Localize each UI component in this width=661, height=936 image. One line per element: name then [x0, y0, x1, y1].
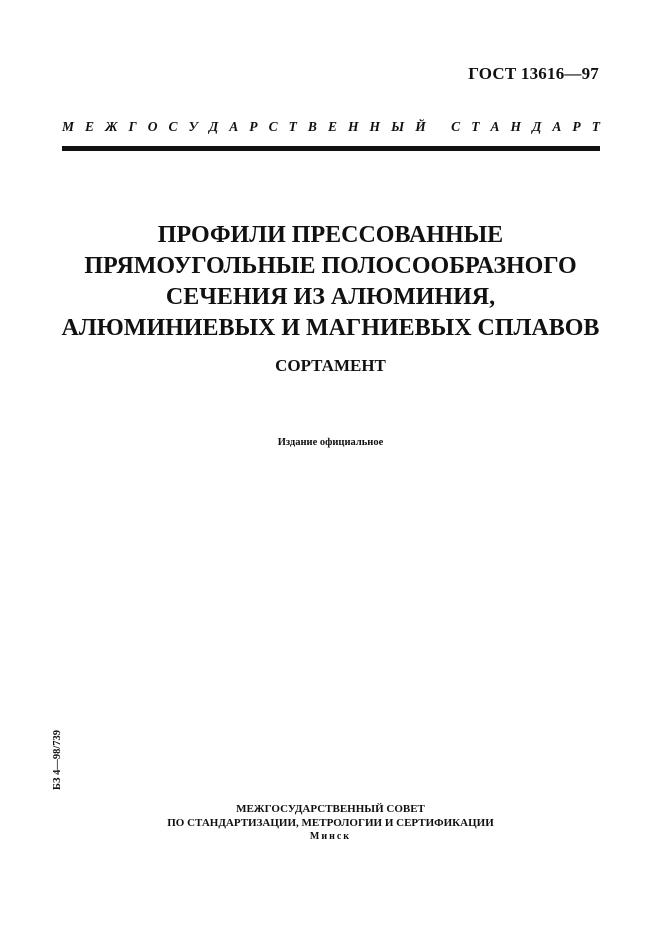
title-line-2: ПРЯМОУГОЛЬНЫЕ ПОЛОСООБРАЗНОГО	[84, 253, 577, 279]
standard-type-letter: О	[147, 119, 158, 134]
standard-type-letter: Е	[327, 119, 337, 134]
edition-note: Издание официальное	[277, 437, 384, 448]
standard-type-gap	[437, 119, 440, 135]
standard-type-letter: С	[451, 119, 461, 134]
standard-type-letter: Д	[208, 119, 219, 134]
title-line-1: ПРОФИЛИ ПРЕССОВАННЫЕ	[157, 222, 504, 248]
publisher-line-1: МЕЖГОСУДАРСТВЕННЫЙ СОВЕТ	[236, 803, 425, 815]
document-title	[0, 220, 661, 344]
standard-type-letter: М	[62, 119, 75, 134]
standard-type-letter: А	[552, 119, 562, 134]
standard-type-letter: Р	[249, 119, 258, 134]
standard-type-letter: С	[168, 119, 178, 134]
standard-type-letter: Е	[85, 119, 95, 134]
document-subtitle: СОРТАМЕНТ	[275, 356, 386, 375]
standard-type-letter: А	[229, 119, 239, 134]
title-line-3: СЕЧЕНИЯ ИЗ АЛЮМИНИЯ,	[165, 284, 496, 310]
publisher-block	[0, 802, 661, 844]
publisher-city: Минск	[309, 831, 352, 842]
standard-type-letter: Т	[591, 119, 600, 134]
standard-type-letter: С	[268, 119, 278, 134]
side-code: БЗ 4—98/739	[52, 729, 63, 790]
standard-type-letter: А	[490, 119, 500, 134]
standard-type-letter: Т	[471, 119, 480, 134]
standard-type-letter: Р	[572, 119, 581, 134]
standard-type-letter: Ж	[105, 119, 118, 134]
standard-type-letter: У	[188, 119, 198, 134]
standard-type-letter: Ы	[391, 119, 405, 134]
gost-number: ГОСТ 13616—97	[468, 64, 599, 83]
publisher-line-2: ПО СТАНДАРТИЗАЦИИ, МЕТРОЛОГИИ И СЕРТИФИКАЦИИ	[167, 817, 494, 829]
heading-rule	[62, 146, 600, 151]
standard-type-letter: Н	[510, 119, 522, 134]
title-line-4: АЛЮМИНИЕВЫХ И МАГНИЕВЫХ СПЛАВОВ	[61, 315, 600, 341]
standard-type-letter: Н	[348, 119, 359, 134]
standard-type-letter: Н	[369, 119, 381, 134]
standard-type-letter: Й	[415, 119, 426, 134]
standard-type-letter: Г	[128, 119, 137, 134]
standard-type-letter: В	[307, 119, 317, 134]
standard-type-heading	[62, 119, 600, 135]
standard-type-letter: Т	[288, 119, 297, 134]
standard-type-letter: Д	[532, 119, 542, 134]
